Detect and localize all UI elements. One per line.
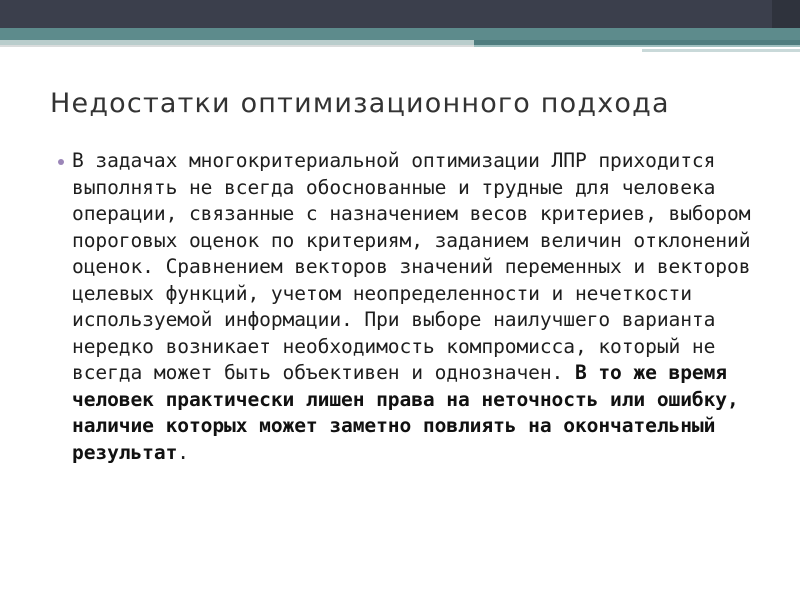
bullet-text-regular: В задачах многокритериальной оптимизации ЛПР приходится выполнять не всегда обоснованные и трудные для человека операции, связанные с назначением весов критериев, выбором пороговых оценок по критериям, заданием величин отклонений оценок. Сравнением векторов значений переменных и векторов целевых функций, учетом неопределенности и нечеткости используемой информации. При выборе наилучшего варианта нередко возникает необходимость компромисса, который не всегда может быть объективен и однозначен. (72, 149, 751, 384)
bullet-text-bold: В то же время человек практически лишен права на неточность или ошибку, наличие которых может заметно повлиять на окончательный результат (72, 361, 739, 464)
slide-content (52, 148, 752, 466)
header-band-dark-corner (772, 0, 800, 28)
bullet-dot-icon (58, 159, 64, 165)
bullet-item (52, 148, 752, 466)
bullet-text-end: . (177, 440, 189, 464)
header-band-dark (0, 0, 800, 28)
header-band-teal (0, 28, 800, 40)
bullet-text (72, 148, 752, 466)
header-line-gray (0, 45, 474, 47)
header-line-light (642, 49, 800, 52)
header-line-teal (474, 45, 800, 47)
slide-title: Недостатки оптимизационного подхода (50, 88, 670, 119)
